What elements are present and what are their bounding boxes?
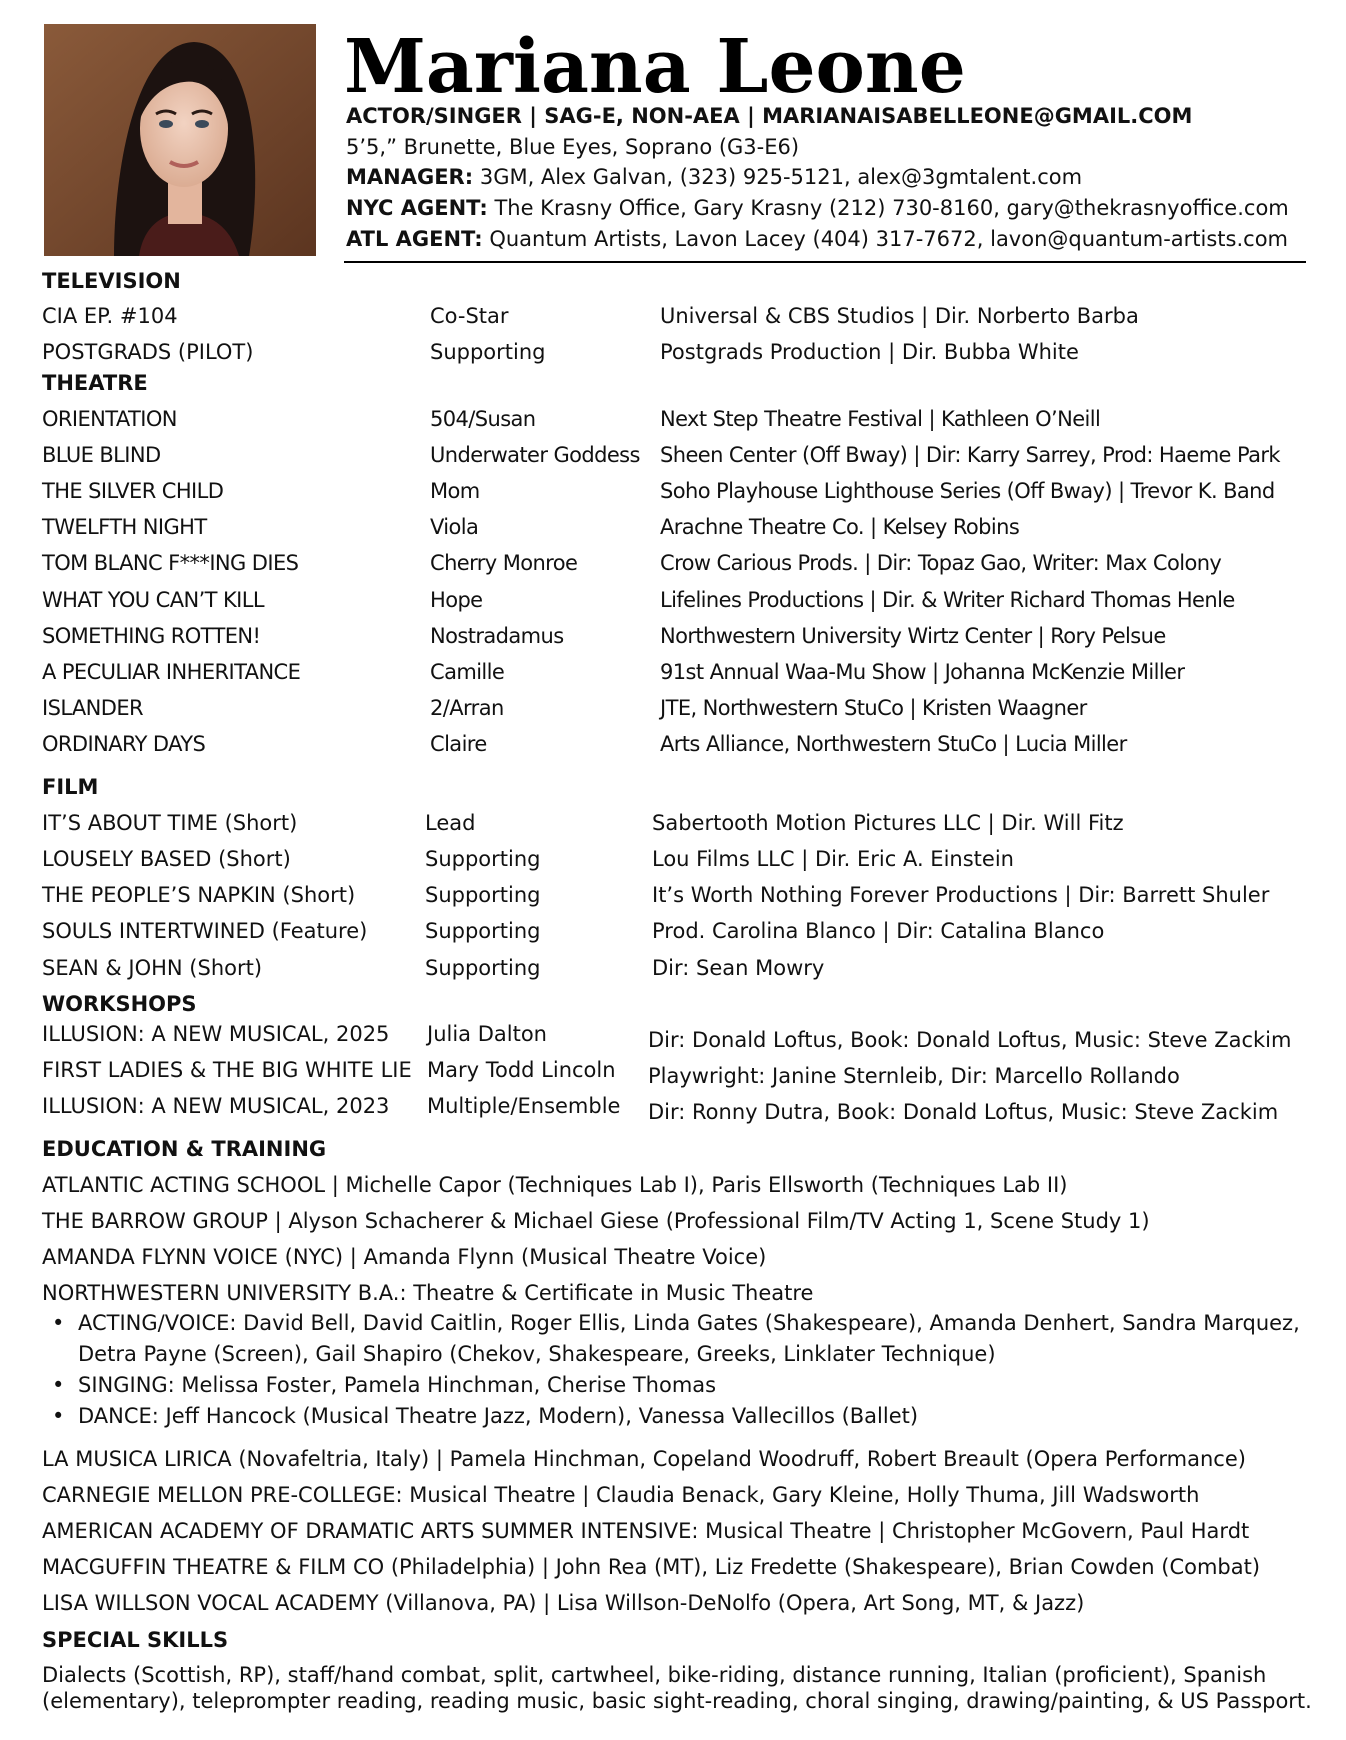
workshop-role: Mary Todd Lincoln	[427, 1058, 616, 1082]
education-line: ATLANTIC ACTING SCHOOL | Michelle Capor (Techniques Lab I), Paris Ellsworth (Techniques Lab II)	[42, 1173, 1068, 1197]
theatre-show: THE SILVER CHILD	[42, 479, 224, 503]
theatre-company: Crow Carious Prods. | Dir: Topaz Gao, Writer: Max Colony	[660, 551, 1222, 575]
section-title-film: FILM	[42, 775, 99, 799]
film-company: Lou Films LLC | Dir. Eric A. Einstein	[652, 847, 1014, 871]
workshop-title: ILLUSION: A NEW MUSICAL, 2023	[42, 1094, 390, 1118]
manager-value: 3GM, Alex Galvan, (323) 925-5121, alex@3gmtalent.com	[479, 165, 1083, 189]
film-title: LOUSELY BASED (Short)	[42, 847, 291, 871]
section-title-skills: SPECIAL SKILLS	[42, 1628, 229, 1652]
theatre-role: 504/Susan	[430, 407, 536, 431]
theatre-show: ORDINARY DAYS	[42, 732, 206, 756]
theatre-show: SOMETHING ROTTEN!	[42, 624, 261, 648]
manager-label: MANAGER:	[346, 165, 474, 189]
actor-name: Mariana Leone	[344, 24, 966, 110]
headshot-image	[44, 24, 316, 256]
header-physical-stats: 5’5,” Brunette, Blue Eyes, Soprano (G3-E6)	[346, 135, 800, 159]
workshop-company: Dir: Donald Loftus, Book: Donald Loftus, Music: Steve Zackim	[648, 1028, 1292, 1052]
theatre-company: Arts Alliance, Northwestern StuCo | Lucia Miller	[660, 732, 1127, 756]
theatre-role: Camille	[430, 660, 505, 684]
education-bullet: • ACTING/VOICE: David Bell, David Caitlin, Roger Ellis, Linda Gates (Shakespeare), Amanda Denhert, Sandra Marquez, Detra Payne (Screen), Gail Shapiro (Chekov, Shakespeare, Greeks, Linklater Technique)	[78, 1308, 1318, 1370]
theatre-show: TOM BLANC F***ING DIES	[42, 551, 299, 575]
theatre-show: WHAT YOU CAN’T KILL	[42, 588, 264, 612]
education-line: LISA WILLSON VOCAL ACADEMY (Villanova, PA) | Lisa Willson-DeNolfo (Opera, Art Song, MT, & Jazz)	[42, 1591, 1085, 1615]
nyc-agent-label: NYC AGENT:	[346, 196, 488, 220]
film-role: Lead	[425, 811, 476, 835]
headshot-photo	[44, 24, 316, 256]
education-line: CARNEGIE MELLON PRE-COLLEGE: Musical Theatre | Claudia Benack, Gary Kleine, Holly Thuma, Jill Wadsworth	[42, 1483, 1200, 1507]
header-nyc-agent	[346, 194, 1289, 222]
theatre-role: Mom	[430, 479, 480, 503]
education-line: AMANDA FLYNN VOICE (NYC) | Amanda Flynn (Musical Theatre Voice)	[42, 1245, 767, 1269]
theatre-role: Hope	[430, 588, 483, 612]
nyc-agent-value: The Krasny Office, Gary Krasny (212) 730-8160, gary@thekrasnyoffice.com	[494, 196, 1289, 220]
theatre-company: 91st Annual Waa-Mu Show | Johanna McKenzie Miller	[660, 660, 1185, 684]
header-divider	[344, 261, 1306, 263]
film-role: Supporting	[425, 956, 541, 980]
workshop-title: ILLUSION: A NEW MUSICAL, 2025	[42, 1022, 390, 1046]
film-role: Supporting	[425, 919, 541, 943]
workshop-company: Dir: Ronny Dutra, Book: Donald Loftus, Music: Steve Zackim	[648, 1100, 1279, 1124]
film-title: SOULS INTERTWINED (Feature)	[42, 919, 368, 943]
film-title: IT’S ABOUT TIME (Short)	[42, 811, 298, 835]
theatre-company: Sheen Center (Off Bway) | Dir: Karry Sarrey, Prod: Haeme Park	[660, 443, 1280, 467]
theatre-company: Next Step Theatre Festival | Kathleen O’Neill	[660, 407, 1101, 431]
section-title-television: TELEVISION	[42, 269, 181, 293]
theatre-show: ISLANDER	[42, 696, 144, 720]
film-title: THE PEOPLE’S NAPKIN (Short)	[42, 883, 356, 907]
tv-company: Universal & CBS Studios | Dir. Norberto Barba	[660, 304, 1139, 328]
theatre-show: A PECULIAR INHERITANCE	[42, 660, 301, 684]
education-line: NORTHWESTERN UNIVERSITY B.A.: Theatre & Certificate in Music Theatre	[42, 1281, 814, 1305]
header-manager	[346, 163, 1082, 191]
atl-agent-value: Quantum Artists, Lavon Lacey (404) 317-7672, lavon@quantum-artists.com	[489, 227, 1288, 251]
film-role: Supporting	[425, 883, 541, 907]
education-line: MACGUFFIN THEATRE & FILM CO (Philadelphia) | John Rea (MT), Liz Fredette (Shakespeare), Brian Cowden (Combat)	[42, 1555, 1261, 1579]
theatre-company: JTE, Northwestern StuCo | Kristen Waagner	[660, 696, 1087, 720]
workshop-role: Multiple/Ensemble	[427, 1094, 621, 1118]
theatre-show: BLUE BLIND	[42, 443, 161, 467]
tv-show: CIA EP. #104	[42, 304, 178, 328]
education-bullet: • SINGING: Melissa Foster, Pamela Hinchman, Cherise Thomas	[78, 1370, 1318, 1401]
theatre-company: Arachne Theatre Co. | Kelsey Robins	[660, 515, 1020, 539]
section-title-education: EDUCATION & TRAINING	[42, 1137, 327, 1161]
workshop-role: Julia Dalton	[427, 1022, 547, 1046]
section-title-theatre: THEATRE	[42, 371, 148, 395]
education-line: THE BARROW GROUP | Alyson Schacherer & Michael Giese (Professional Film/TV Acting 1, Scene Study 1)	[42, 1209, 1150, 1233]
theatre-role: Nostradamus	[430, 624, 564, 648]
theatre-company: Northwestern University Wirtz Center | Rory Pelsue	[660, 624, 1166, 648]
tv-company: Postgrads Production | Dir. Bubba White	[660, 340, 1079, 364]
workshop-title: FIRST LADIES & THE BIG WHITE LIE	[42, 1058, 412, 1082]
education-line: LA MUSICA LIRICA (Novafeltria, Italy) | Pamela Hinchman, Copeland Woodruff, Robert Breault (Opera Performance)	[42, 1447, 1246, 1471]
theatre-show: ORIENTATION	[42, 407, 177, 431]
theatre-role: Viola	[430, 515, 479, 539]
theatre-company: Lifelines Productions | Dir. & Writer Richard Thomas Henle	[660, 588, 1235, 612]
film-company: It’s Worth Nothing Forever Productions | Dir: Barrett Shuler	[652, 883, 1270, 907]
film-company: Sabertooth Motion Pictures LLC | Dir. Will Fitz	[652, 811, 1124, 835]
header-union-email: ACTOR/SINGER | SAG-E, NON-AEA | MARIANAISABELLEONE@GMAIL.COM	[346, 104, 1193, 128]
film-company: Dir: Sean Mowry	[652, 956, 825, 980]
theatre-role: 2/Arran	[430, 696, 504, 720]
theatre-role: Cherry Monroe	[430, 551, 578, 575]
tv-show: POSTGRADS (PILOT)	[42, 340, 254, 364]
theatre-show: TWELFTH NIGHT	[42, 515, 207, 539]
tv-role: Co-Star	[430, 304, 509, 328]
section-title-workshops: WORKSHOPS	[42, 992, 197, 1016]
film-company: Prod. Carolina Blanco | Dir: Catalina Blanco	[652, 919, 1105, 943]
theatre-role: Underwater Goddess	[430, 443, 640, 467]
film-title: SEAN & JOHN (Short)	[42, 956, 263, 980]
tv-role: Supporting	[430, 340, 546, 364]
skills-text: Dialects (Scottish, RP), staff/hand combat, split, cartwheel, bike-riding, distance running, Italian (proficient), Spanish (elementary), teleprompter reading, reading music, basic sight-reading, choral singing, drawing/painting, & US Passport.	[42, 1663, 1312, 1713]
workshop-company: Playwright: Janine Sternleib, Dir: Marcello Rollando	[648, 1064, 1180, 1088]
header-atl-agent	[346, 225, 1288, 253]
education-line: AMERICAN ACADEMY OF DRAMATIC ARTS SUMMER INTENSIVE: Musical Theatre | Christopher McGovern, Paul Hardt	[42, 1519, 1250, 1543]
theatre-company: Soho Playhouse Lighthouse Series (Off Bway) | Trevor K. Band	[660, 479, 1275, 503]
atl-agent-label: ATL AGENT:	[346, 227, 483, 251]
education-bullet: • DANCE: Jeff Hancock (Musical Theatre Jazz, Modern), Vanessa Vallecillos (Ballet)	[78, 1401, 1318, 1432]
theatre-role: Claire	[430, 732, 487, 756]
film-role: Supporting	[425, 847, 541, 871]
